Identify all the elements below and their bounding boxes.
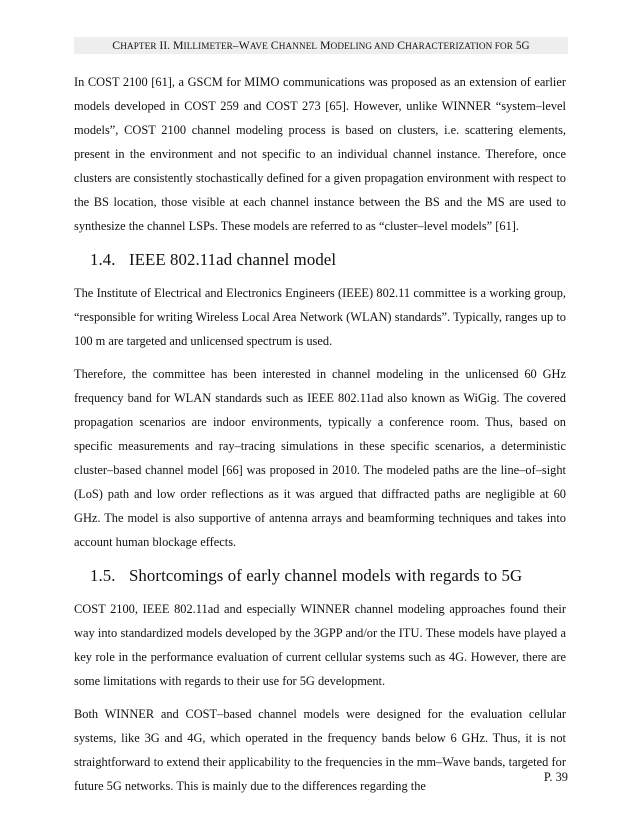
- page-number: P. 39: [543, 770, 568, 784]
- paragraph-cost2100: In COST 2100 [61], a GSCM for MIMO communications was proposed as an extension of earlier models developed in COST 259 and COST 273 [65]. However, unlike WINNER “system–level models”, COST 2100 channel modeling process is based on clusters, i.e. scattering elements, present in the environment and not specific to an individual channel instance. Therefore, once clusters are consistently stochastically defined for a given propagation environment with respect to the BS location, those visible at each channel instance between the BS and the MS are used to synthesize the channel LSPs. These models are referred to as “cluster–level models” [61].: [74, 75, 566, 233]
- paragraph-shortcomings-bands: Both WINNER and COST–based channel models were designed for the evaluation cellular systems, like 3G and 4G, which operated in the frequency bands below 6 GHz. Thus, it is not straightforward to extend their applicability to the frequencies in the mm–Wave bands, targeted for future 5G networks. This is mainly due to the differences regarding the: [74, 707, 566, 793]
- section-title: IEEE 802.11ad channel model: [129, 250, 337, 269]
- paragraph-ieee-intro: The Institute of Electrical and Electronics Engineers (IEEE) 802.11 committee is a working group, “responsible for writing Wireless Local Area Network (WLAN) standards”. Typically, ranges up to 100 m are targeted and unlicensed spectrum is used.: [74, 286, 566, 348]
- paragraph-ieee-model: Therefore, the committee has been interested in channel modeling in the unlicensed 60 GHz frequency band for WLAN standards such as IEEE 802.11ad also known as WiGig. The covered propagation scenarios are indoor environments, typically a conference room. Thus, based on specific measurements and ray–tracing simulations in these specific scenarios, a deterministic cluster–based channel model [66] was proposed in 2010. The modeled paths are the line–of–sight (LoS) path and low order reflections as it was argued that diffracted paths are negligible at 60 GHz. The model is also supportive of antenna arrays and beamforming techniques and takes into account human blockage effects.: [74, 367, 566, 549]
- section-number: 1.5.: [90, 566, 116, 585]
- section-heading-1-5: [90, 563, 566, 589]
- paragraph-shortcomings-intro: COST 2100, IEEE 802.11ad and especially WINNER channel modeling approaches found their way into standardized models developed by the 3GPP and/or the ITU. These models have played a key role in the performance evaluation of current cellular systems such as 4G. However, there are some limitations with regards to their use for 5G development.: [74, 602, 566, 688]
- section-heading-1-4: [90, 247, 566, 273]
- section-title: Shortcomings of early channel models with regards to 5G: [129, 566, 523, 585]
- running-header: CHAPTER II. MILLIMETER–WAVE CHANNEL MODELING AND CHARACTERIZATION FOR 5G: [74, 37, 568, 54]
- page-body: [74, 70, 566, 807]
- section-number: 1.4.: [90, 250, 116, 269]
